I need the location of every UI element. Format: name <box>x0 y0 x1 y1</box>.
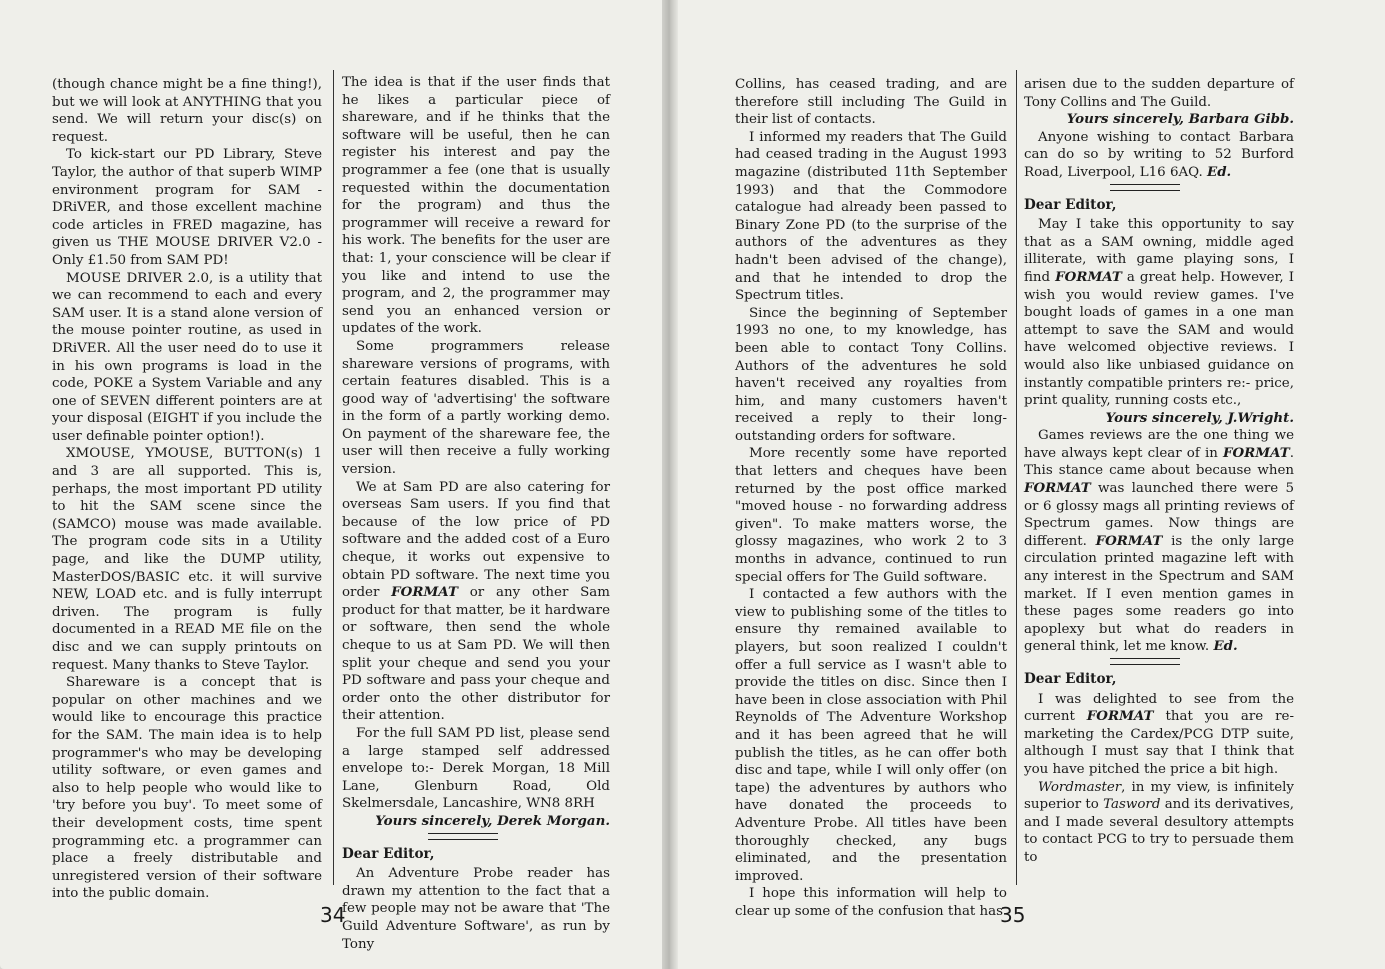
paragraph: An Adventure Probe reader has drawn my attention to the fact that a few people may not be aware that 'The Guild Adventure Software', as run by Tony <box>342 866 610 952</box>
tasword-title: Tasword <box>1103 797 1161 813</box>
format-title: FORMAT <box>1024 480 1091 497</box>
editor-mark: Ed. <box>1206 163 1232 180</box>
paragraph: I hope this information will help to clear up some of the confusion that has <box>735 886 1007 919</box>
text-run: and its derivatives, and I made several desultory attempts to contact PCG to try to persuade them to <box>1024 797 1294 865</box>
text-run: Anyone wishing to contact Barbara can do so by writing to 52 Burford Road, Liverpool, L16 6AQ. <box>1024 129 1294 180</box>
format-title: FORMAT <box>391 584 458 601</box>
paragraph: I informed my readers that The Guild had ceased trading in the August 1993 magazine (distributed 11th September 1993) and that the Commodore catalogue had already been passed to Binary Zone PD (to the surprise of the authors of the adventures as they hadn't been advised of the change), and that he intended to drop the Spectrum titles. <box>735 129 1007 304</box>
text-run: Games reviews are the one thing we have always kept clear of in <box>1024 428 1294 461</box>
text-run: , in my view, is infinitely superior to <box>1024 779 1294 813</box>
format-title: FORMAT <box>1095 532 1163 549</box>
text-run: I was delighted to see from the current <box>1024 691 1294 725</box>
paragraph <box>1024 427 1294 656</box>
column-divider <box>1016 70 1017 885</box>
left-column-1 <box>52 76 322 903</box>
paragraph <box>1024 779 1294 867</box>
separator-rule <box>1110 184 1180 191</box>
format-title: FORMAT <box>1222 444 1290 461</box>
letter-heading: Dear Editor, <box>1024 196 1117 213</box>
paragraph: arisen due to the sudden departure of Tony Collins and The Guild. <box>1024 77 1294 110</box>
book-gutter <box>662 0 678 969</box>
column-divider <box>333 70 334 885</box>
paragraph: (though chance might be a fine thing!), but we will look at ANYTHING that you send. We will return your disc(s) on request. <box>52 77 322 145</box>
separator-rule <box>1110 658 1180 665</box>
right-column-2 <box>1024 76 1294 867</box>
format-title: FORMAT <box>1086 708 1154 725</box>
left-column-2 <box>342 74 610 953</box>
signature: Yours sincerely, Barbara Gibb. <box>1066 111 1294 128</box>
page-number: 34 <box>320 903 346 927</box>
editor-mark: Ed. <box>1213 638 1238 655</box>
text-run: was launched there were 5 or 6 glossy mags all printing reviews of Spectrum games. Now things are different. <box>1024 481 1294 549</box>
right-column-1 <box>735 76 1007 921</box>
text-run: . This stance came about because when <box>1024 445 1294 479</box>
text-run: that you are re-marketing the Cardex/PCG DTP suite, although I must say that I think that you have pitched the price a bit high. <box>1024 709 1294 777</box>
paragraph <box>1024 216 1294 410</box>
paragraph: XMOUSE, YMOUSE, BUTTON(s) 1 and 3 are all supported. This is, perhaps, the most important PD utility to hit the SAM scene since the (SAMCO) mouse was made available. The program code sits in a Utility page, and like the DUMP utility, MasterDOS/BASIC etc. it will survive NEW, LOAD etc. and is fully interrupt driven. The program is fully documented in a READ ME file on the disc and we can supply printouts on request. Many thanks to Steve Taylor. <box>52 446 322 673</box>
text-run: We at Sam PD are also catering for overseas Sam users. If you find that because of the low price of PD software and the added cost of a Euro cheque, it works out expensive to obtain PD software. The next time you order <box>342 479 610 601</box>
separator-rule <box>428 833 498 840</box>
paragraph <box>342 479 610 725</box>
paragraph: Some programmers release shareware versions of programs, with certain features disabled. This is a good way of 'advertising' the software in the form of a partly working demo. On payment of the shareware fee, the user will then receive a fully working version. <box>342 338 610 478</box>
text-run: May I take this opportunity to say that as a SAM owning, middle aged illiterate, with game playing sons, I find <box>1024 217 1294 285</box>
paragraph: Shareware is a concept that is popular on other machines and we would like to encourage this practice for the SAM. The main idea is to help programmer's who may be developing utility software, or even games and also to help people who would like to 'try before you buy'. To meet some of their development costs, time spent programming etc. a programmer can place a freely distributable and unregistered version of their software into the public domain. <box>52 675 322 902</box>
paragraph: For the full SAM PD list, please send a large stamped self addressed envelope to:- Derek Morgan, 18 Mill Lane, Glenburn Road, Old Skelmersdale, Lancashire, WN8 8RH <box>342 725 610 812</box>
text-run: or any other Sam product for that matter, be it hardware or software, then send the whole cheque to us at Sam PD. We will then split your cheque and send you your PD software and pass your cheque and order onto the other distributor for their attention. <box>342 585 610 724</box>
page-number: 35 <box>1000 903 1026 927</box>
text-run: is the only large circulation printed magazine left with any interest in the Spectrum and SAM market. If I even mention games in these pages some readers go into apoplexy but what do readers in general think, let me know. <box>1024 533 1295 655</box>
paragraph: Since the beginning of September 1993 no one, to my knowledge, has been able to contact Tony Collins. Authors of the adventures he sold haven't received any royalties from him, and many customers haven't received a reply to their long-outstanding orders for software. <box>735 305 1007 444</box>
signature: Yours sincerely, J.Wright. <box>1105 409 1294 426</box>
signature: Yours sincerely, Derek Morgan. <box>375 812 610 829</box>
paragraph: I contacted a few authors with the view to publishing some of the titles to ensure thy remained available to players, but soon realized I couldn't offer a full service as I wasn't able to provide the titles on disc. Since then I have been in close association with Phil Reynolds of The Adventure Workshop and it has been agreed that he will publish the titles, as he can offer both disc and tape, while I will only offer (on tape) the adventures by authors who have donated the proceeds to Adventure Probe. All titles have been thoroughly checked, any bugs eliminated, and the presentation improved. <box>735 587 1007 884</box>
letter-heading: Dear Editor, <box>1024 671 1117 687</box>
paragraph <box>1024 691 1294 779</box>
paragraph <box>1024 129 1294 182</box>
text-run: a great help. However, I wish you would review games. I've bought loads of games in a one man attempt to save the SAM and would have welcomed objective reviews. I would also like unbiased guidance on instantly compatible printers re:- price, print quality, running costs etc., <box>1024 269 1294 409</box>
paragraph: MOUSE DRIVER 2.0, is a utility that we can recommend to each and every SAM user. It is a stand alone version of the mouse pointer routine, as used in DRiVER. All the user need do to use it in his own programs is load in the code, POKE a System Variable and any one of SEVEN different pointers are at your disposal (EIGHT if you include the user definable pointer option!). <box>52 270 322 444</box>
paragraph: More recently some have reported that letters and cheques have been returned by the post office marked "moved house - no forwarding address given". To make matters worse, the glossy magazines, who work 2 to 3 months in advance, continued to run special offers for The Guild software. <box>735 446 1007 585</box>
paragraph: To kick-start our PD Library, Steve Taylor, the author of that superb WIMP environment program for SAM - DRiVER, and those excellent machine code articles in FRED magazine, has given us THE MOUSE DRIVER V2.0 - Only £1.50 from SAM PD! <box>52 147 322 268</box>
letter-heading: Dear Editor, <box>342 845 435 862</box>
paragraph: Collins, has ceased trading, and are therefore still including The Guild in their list of contacts. <box>735 77 1007 128</box>
wordmaster-title: Wordmaster <box>1038 779 1122 795</box>
format-title: FORMAT <box>1055 268 1122 285</box>
paragraph: The idea is that if the user finds that he likes a particular piece of shareware, and if he thinks that the software will be useful, then he can register his interest and pay the programmer a fee (one that is usually requested within the documentation for the program) and thus the programmer will receive a reward for his work. The benefits for the user are that: 1, your conscience will be clear if you like and intend to use the program, and 2, the programmer may send you an enhanced version or updates of the work. <box>342 75 610 337</box>
